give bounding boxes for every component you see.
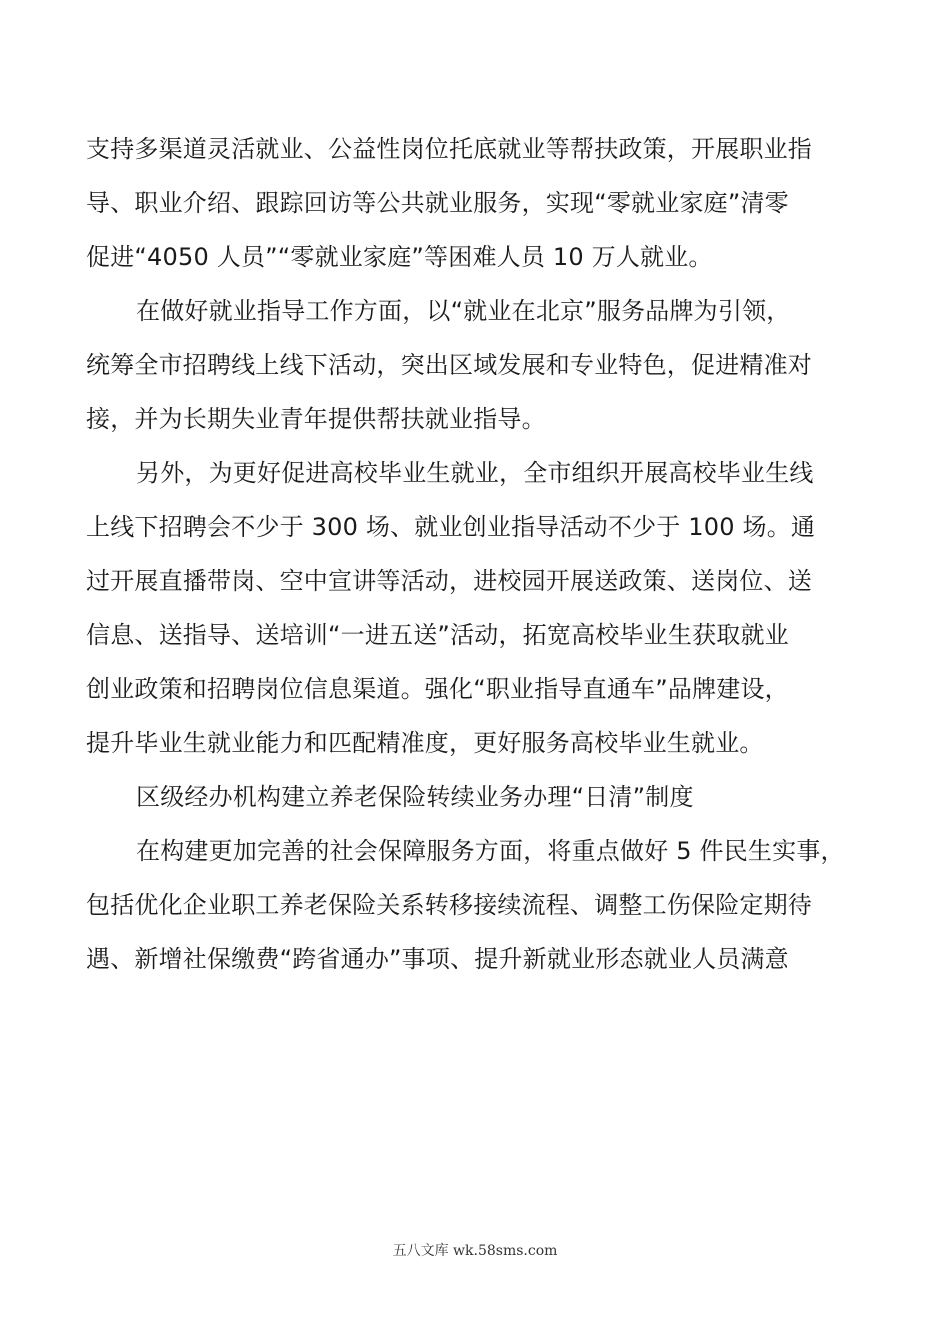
section-heading: 区级经办机构建立养老保险转续业务办理“日清”制度	[136, 783, 694, 811]
text-line: 过开展直播带岗、空中宣讲等活动，进校园开展送政策、送岗位、送	[86, 567, 812, 595]
text-line: 提升毕业生就业能力和匹配精准度，更好服务高校毕业生就业。	[86, 729, 764, 757]
text-line: 支持多渠道灵活就业、公益性岗位托底就业等帮扶政策，开展职业指	[86, 135, 812, 163]
footer-watermark: 五八文库 wk.58sms.com	[392, 1243, 558, 1259]
text-line: 接，并为长期失业青年提供帮扶就业指导。	[86, 405, 546, 433]
paragraph-start-line: 在做好就业指导工作方面，以“就业在北京”服务品牌为引领，	[136, 297, 791, 325]
text-line: 导、职业介绍、跟踪回访等公共就业服务，实现“零就业家庭”清零	[86, 189, 789, 217]
text-line: 创业政策和招聘岗位信息渠道。强化“职业指导直通车”品牌建设，	[86, 675, 789, 703]
paragraph-start-line: 另外，为更好促进高校毕业生就业，全市组织开展高校毕业生线	[136, 459, 814, 487]
document-body	[86, 122, 878, 986]
text-line: 信息、送指导、送培训“一进五送”活动，拓宽高校毕业生获取就业	[86, 621, 789, 649]
text-line: 促进“4050 人员”“零就业家庭”等困难人员 10 万人就业。	[86, 243, 713, 271]
paragraph-start-line: 在构建更加完善的社会保障服务方面，将重点做好 5 件民生实事，	[136, 837, 845, 865]
text-line: 遇、新增社保缴费“跨省通办”事项、提升新就业形态就业人员满意	[86, 945, 789, 973]
text-line: 上线下招聘会不少于 300 场、就业创业指导活动不少于 100 场。通	[86, 513, 816, 541]
text-line: 包括优化企业职工养老保险关系转移接续流程、调整工伤保险定期待	[86, 891, 812, 919]
text-line: 统筹全市招聘线上线下活动，突出区域发展和专业特色，促进精准对	[86, 351, 812, 379]
